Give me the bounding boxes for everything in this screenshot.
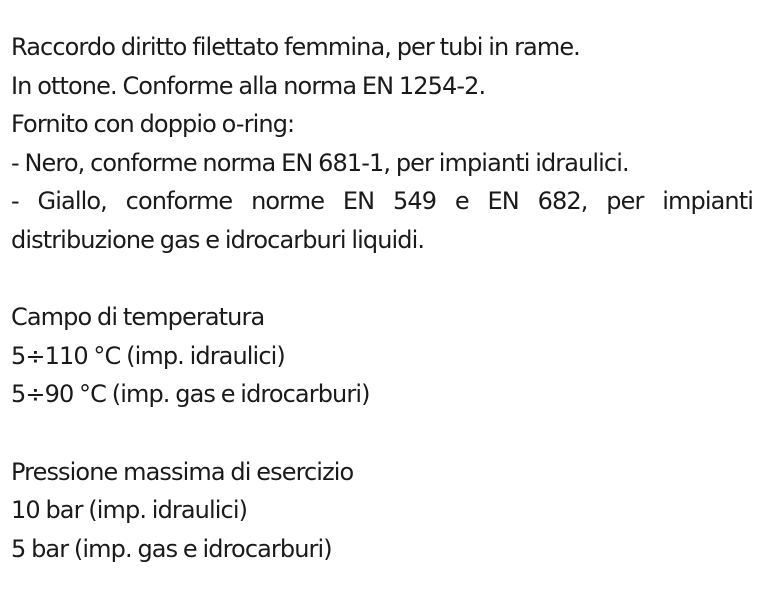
description-line-1: Raccordo diritto filettato femmina, per tubi in rame.	[11, 33, 580, 61]
section-spacer	[11, 414, 753, 453]
oring-black-item: - Nero, conforme norma EN 681-1, per impianti idraulici.	[11, 148, 629, 177]
description-line-2: In ottone. Conforme alla norma EN 1254-2.	[11, 71, 486, 100]
oring-yellow-item-continuation: distribuzione gas e idrocarburi liquidi.	[11, 225, 425, 254]
temperature-gas-value: 5÷90 °C (imp. gas e idrocarburi)	[11, 380, 370, 409]
pressure-heading: Pressione massima di esercizio	[11, 457, 354, 486]
description-line-3: Fornito con doppio o-ring:	[11, 110, 295, 139]
temperature-hydraulic-value: 5÷110 °C (imp. idraulici)	[11, 341, 285, 370]
section-spacer	[11, 260, 753, 299]
pressure-gas-value: 5 bar (imp. gas e idrocarburi)	[11, 534, 332, 563]
product-spec-text	[11, 28, 753, 568]
pressure-hydraulic-value: 10 bar (imp. idraulici)	[11, 496, 248, 525]
temperature-heading: Campo di temperatura	[11, 303, 265, 332]
oring-yellow-item: - Giallo, conforme norme EN 549 e EN 682, per impianti	[11, 187, 753, 216]
description-section	[11, 28, 753, 260]
temperature-section	[11, 298, 753, 414]
pressure-section	[11, 453, 753, 569]
